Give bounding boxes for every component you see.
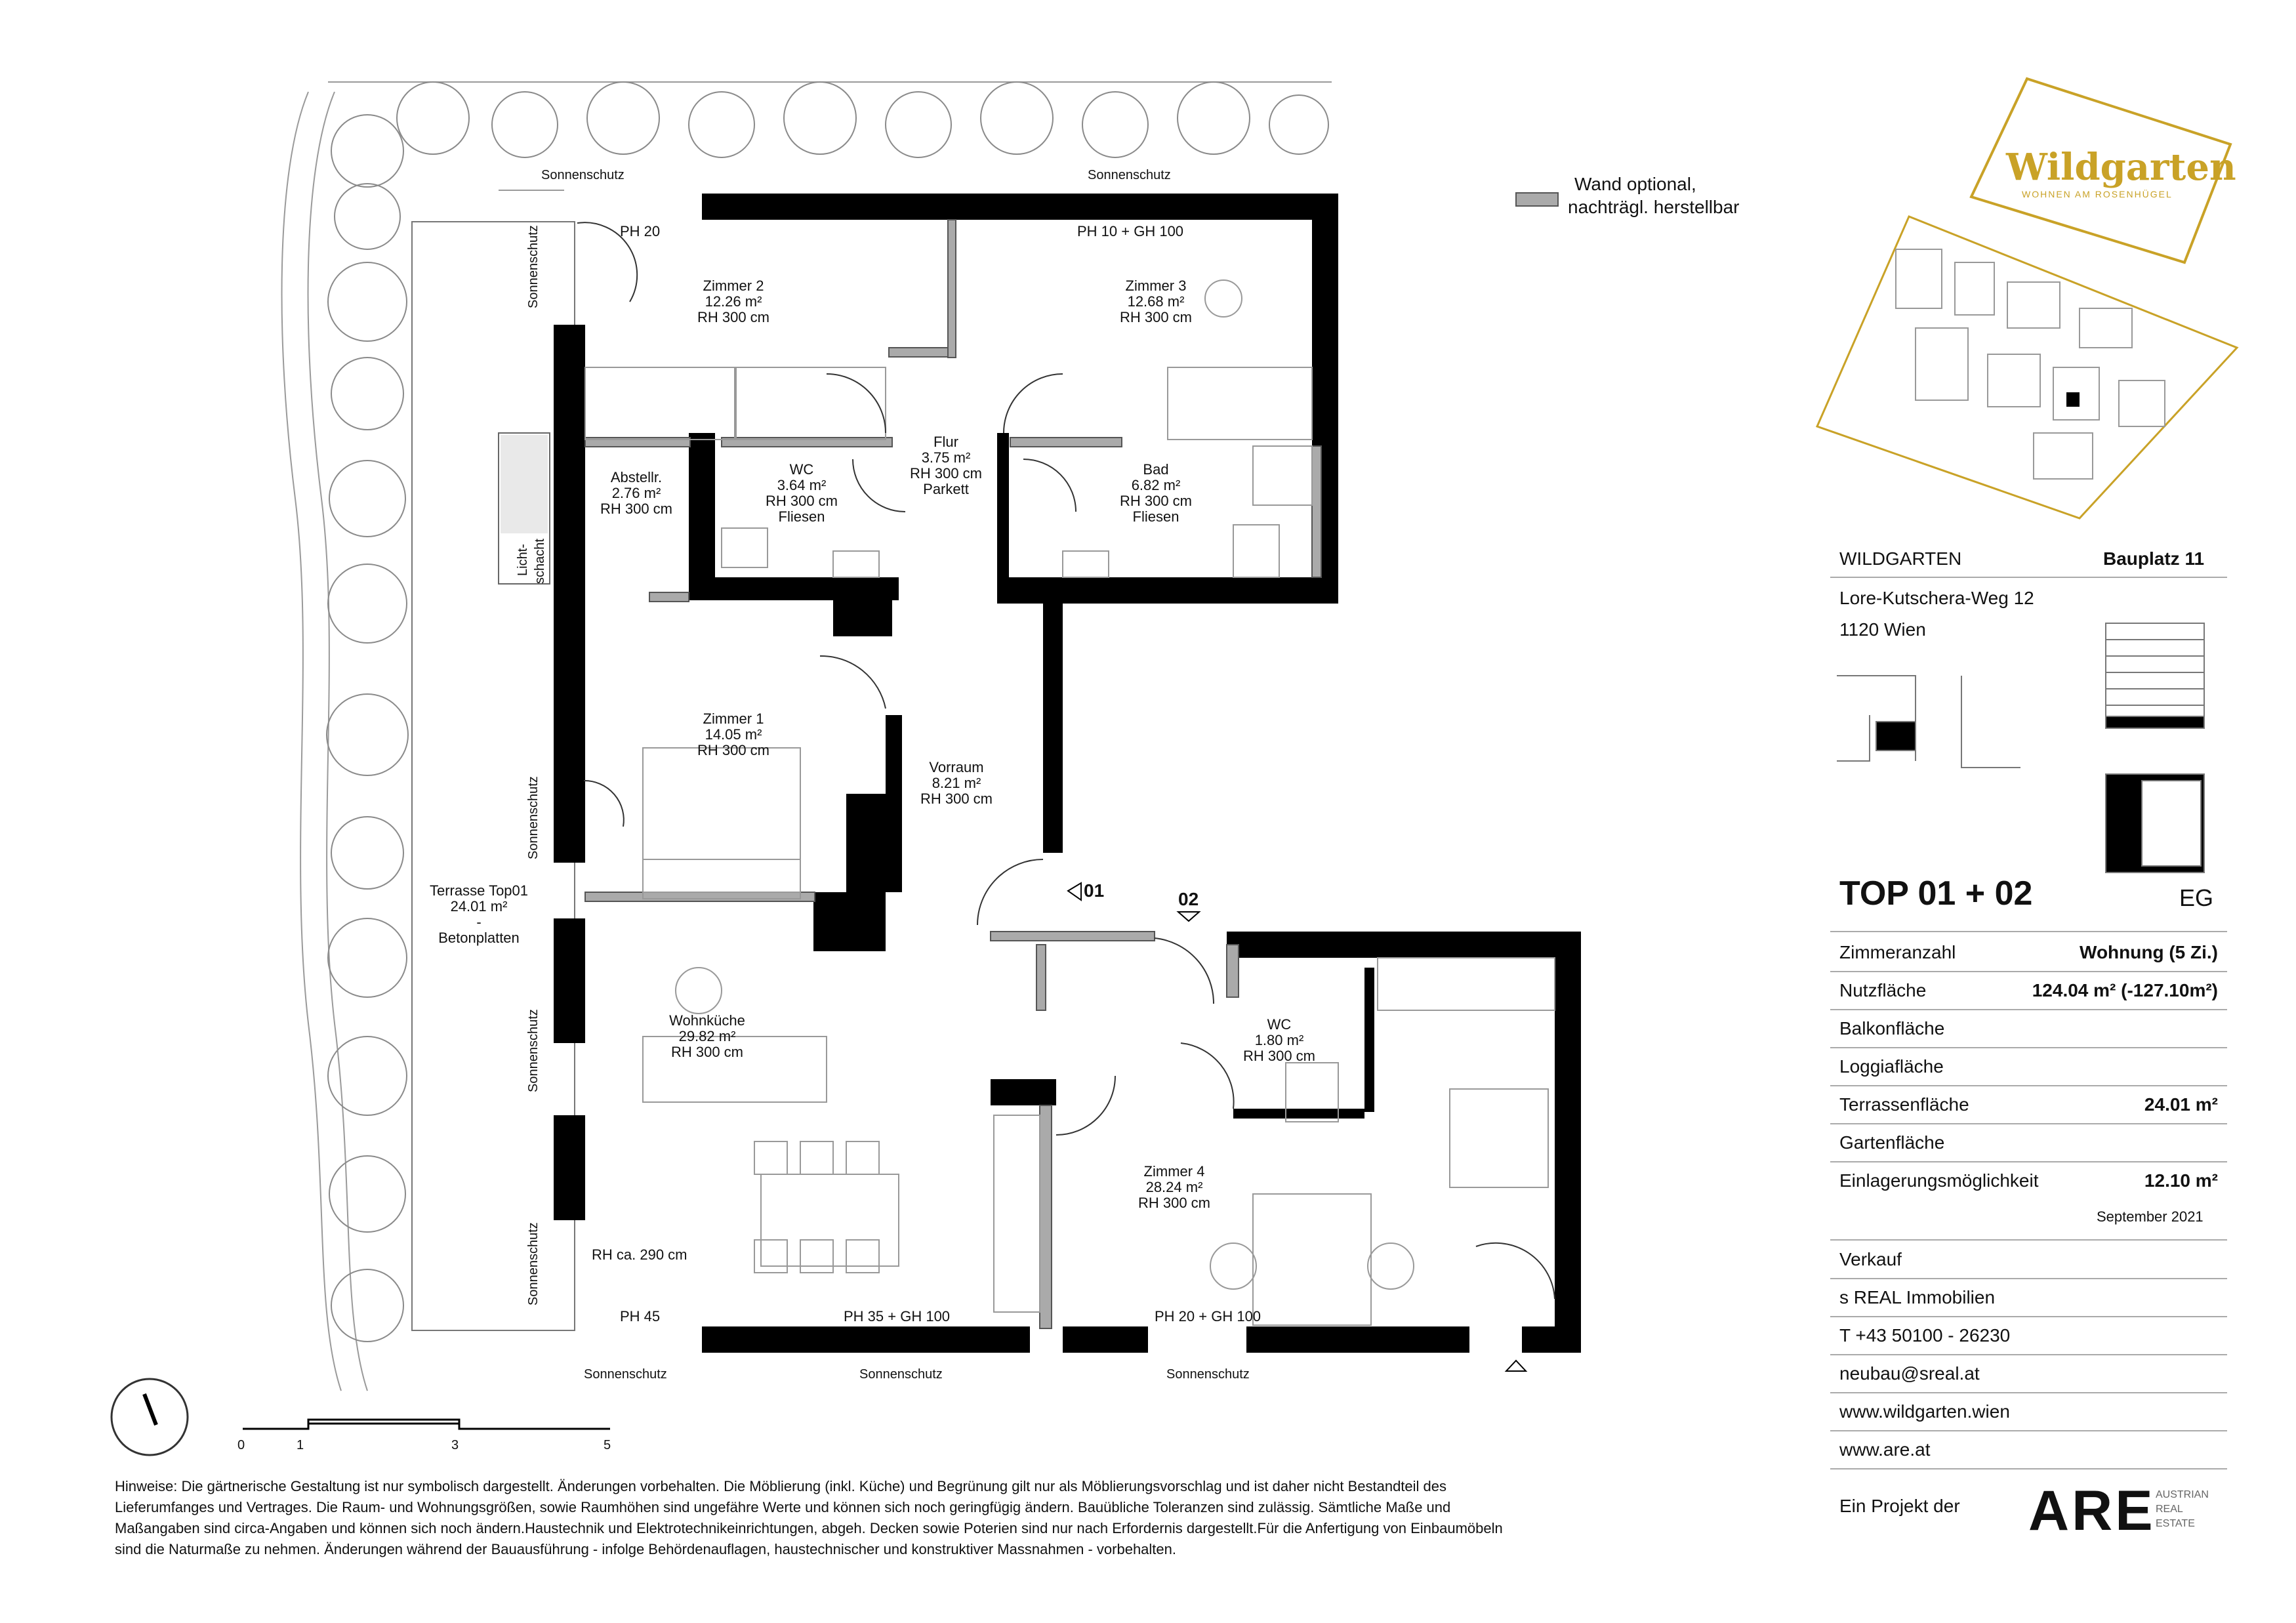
room-area: 8.21 m² [932,775,981,791]
sonnenschutz-left-3: Sonnenschutz [526,1009,541,1092]
room-height: RH 300 cm [1242,1048,1316,1064]
ph-label-top-right: PH 10 + GH 100 [1077,223,1184,239]
project-name: WILDGARTEN [1839,548,1962,569]
spec-label: Loggiafläche [1839,1056,1944,1077]
spec-row [1830,1162,2227,1199]
room-zimmer-4 [1138,1164,1210,1211]
spec-label: Nutzfläche [1839,980,1927,1000]
room-area: 3.75 m² [921,449,971,466]
lichtschacht-label-2: schacht [533,539,547,584]
contact-row [1830,1241,2227,1279]
sonnenschutz-left-2: Sonnenschutz [526,776,541,859]
room-name: Zimmer 1 [703,710,764,727]
scale-bar [243,1420,610,1429]
contact-email[interactable]: neubau@sreal.at [1839,1363,1980,1384]
room-area: 14.05 m² [705,726,762,743]
project-by-label: Ein Projekt der [1839,1496,1960,1516]
site-plan-buildings [1896,249,2165,479]
room-height-note: RH ca. 290 cm [592,1246,687,1263]
ph-label-bottom-right: PH 20 + GH 100 [1155,1308,1261,1325]
location-diagram [1837,623,2204,873]
room-vorraum [920,760,993,807]
room-height: RH 300 cm [920,791,993,807]
spec-row [1830,1086,2227,1124]
spec-value: 24.01 m² [2144,1094,2218,1115]
room-name: Terrasse Top01 [429,882,529,899]
room-height: RH 300 cm [697,742,770,758]
ph-label-top-left: PH 20 [620,223,661,239]
room-abstellraum [600,470,672,517]
spec-row [1830,972,2227,1010]
room-area: 28.24 m² [1145,1179,1203,1195]
room-area: 1.80 m² [1254,1032,1304,1048]
site-plan-marker [2066,392,2080,407]
disclaimer-notes: Hinweise: Die gärtnerische Gestaltung ist nur symbolisch dargestellt. Änderungen vorbehalten. Die Möblierung (inkl. Küche) und Begrünung gilt nur als Möblierungsvorschlag und ist daher nicht Bestandteil des Lieferumfanges und Vertrages. Die Raum- und Wohnungsgrößen, sowie Raumhöhen sind ungefähre Werte und können sich noch geringfügig ändern. Bauübliche Toleranzen sind zulässig. Sämtliche Maße und Maßangaben sind circa-Angaben und können sich noch ändern.Haustechnik und Elektrotechnikeinrichtungen, abgeh. Decken sowie Poterien sind nur nach Erfordernis dargestellt.Für die Anfertigung von Einbaumöbeln sind die Naturmaße zu nehmen. Änderungen während der Bauausführung - infolge Behördenauflagen, haustechnischer und konstruktiver Massnahmen - vorbehalten. [115,1478,1503,1557]
unit-title: TOP 01 + 02 [1839,874,2033,913]
spec-row [1830,934,2227,972]
spec-label: Zimmeranzahl [1839,942,1956,962]
website-link-wildgarten[interactable]: www.wildgarten.wien [1839,1401,2010,1422]
trees [327,82,1328,1342]
room-area: 2.76 m² [611,485,661,501]
room-name: Zimmer 3 [1125,277,1187,294]
sonnenschutz-bottom-mid: Sonnenschutz [859,1367,943,1382]
room-name: Flur [933,434,958,450]
sonnenschutz-top-left: Sonnenschutz [541,168,625,182]
room-floor: Fliesen [1132,508,1179,525]
room-bad [1120,462,1192,525]
room-area: 6.82 m² [1131,477,1181,493]
spec-value: 12.10 m² [2144,1170,2218,1191]
spec-row [1830,1010,2227,1048]
room-area: 24.01 m² [450,898,508,914]
spec-label: Einlagerungsmöglichkeit [1839,1170,2039,1191]
room-height: RH 300 cm [909,465,983,482]
contact-company: s REAL Immobilien [1839,1287,1996,1307]
website-link-are[interactable]: www.are.at [1839,1439,1931,1460]
room-name: WC [1267,1016,1292,1033]
sonnenschutz-bottom-left: Sonnenschutz [584,1367,667,1382]
room-name: Abstellr. [610,469,663,485]
spec-label: Terrassenfläche [1839,1094,1969,1115]
room-height: RH 300 cm [1119,493,1193,509]
room-floor: Fliesen [778,508,825,525]
spec-label: Gartenfläche [1839,1132,1945,1153]
furniture [585,277,1555,1325]
room-area: 29.82 m² [678,1028,736,1044]
room-wohnkueche [669,1013,745,1060]
spec-row [1830,1124,2227,1162]
contact-phone[interactable]: T +43 50100 - 26230 [1839,1325,2011,1346]
room-height: RH 300 cm [1119,309,1193,325]
room-flur [910,434,982,497]
sonnenschutz-top-right: Sonnenschutz [1088,168,1171,182]
contact-row [1830,1393,2227,1431]
room-name: Vorraum [929,759,984,775]
room-wc-1 [766,462,838,525]
project-city: 1120 Wien [1839,619,1926,640]
spec-value: 124.04 m² (-127.10m²) [2032,980,2218,1000]
room-height: RH 300 cm [1138,1195,1211,1211]
site-plan [1817,216,2237,518]
scale-label-1: 1 [297,1438,304,1452]
room-name: WC [789,461,814,478]
are-logo-sub-2: REAL [2156,1504,2183,1515]
entry-label-01: 01 [1084,880,1105,901]
room-wc-2 [1243,1017,1315,1064]
brand-logo: Wildgarten [2006,146,2236,189]
ph-label-bottom-mid: PH 35 + GH 100 [844,1308,951,1325]
doors [577,222,1555,1299]
room-height: RH 300 cm [600,501,673,517]
optional-wall-swatch [1515,192,1559,207]
room-zimmer-2 [697,278,769,325]
north-arrow-icon [112,1379,188,1455]
spec-label: Balkonfläche [1839,1018,1945,1038]
are-logo: ARE [2028,1479,2156,1542]
lichtschacht-label-1: Licht- [516,544,530,576]
unit-floor: EG [2179,884,2214,911]
are-logo-sub-1: AUSTRIAN [2156,1489,2209,1500]
room-height: RH 300 cm [765,493,838,509]
room-name: Wohnküche [669,1012,745,1029]
spec-row [1830,1048,2227,1086]
sonnenschutz-left-1: Sonnenschutz [526,225,541,308]
are-logo-sub-3: ESTATE [2156,1518,2195,1529]
sonnenschutz-left-4: Sonnenschutz [526,1222,541,1305]
project-plot: Bauplatz 11 [2103,548,2205,569]
room-floor: Parkett [923,481,969,497]
contact-row [1830,1355,2227,1393]
room-name: Zimmer 2 [703,277,764,294]
room-name: Zimmer 4 [1143,1163,1205,1180]
brand-tagline: WOHNEN AM ROSENHÜGEL [2022,189,2173,199]
room-separator: - [476,914,482,930]
room-zimmer-3 [1120,278,1192,325]
legend-line-2: nachträgl. herstellbar [1568,197,1740,217]
room-name: Bad [1143,461,1169,478]
room-height: RH 300 cm [697,309,770,325]
plan-date: September 2021 [2097,1208,2204,1225]
scale-label-0: 0 [237,1438,245,1452]
contact-row [1830,1279,2227,1317]
room-height: RH 300 cm [670,1044,744,1060]
room-terrasse [430,883,528,946]
room-floor: Betonplatten [438,930,520,946]
room-zimmer-1 [697,711,769,758]
terrace-outline [412,222,575,1330]
sonnenschutz-bottom-right: Sonnenschutz [1166,1367,1250,1382]
ph-label-bottom-left: PH 45 [620,1308,661,1325]
room-area: 12.26 m² [705,293,762,310]
legend-line-1: Wand optional, [1574,174,1696,194]
room-area: 3.64 m² [777,477,827,493]
contact-title: Verkauf [1839,1249,1902,1269]
scale-label-3: 3 [451,1438,459,1452]
spec-value: Wohnung (5 Zi.) [2080,942,2218,962]
contact-row [1830,1431,2227,1469]
project-street: Lore-Kutschera-Weg 12 [1839,588,2034,608]
contact-row [1830,1317,2227,1355]
scale-label-5: 5 [604,1438,611,1452]
room-area: 12.68 m² [1127,293,1185,310]
entry-label-02: 02 [1178,889,1199,909]
